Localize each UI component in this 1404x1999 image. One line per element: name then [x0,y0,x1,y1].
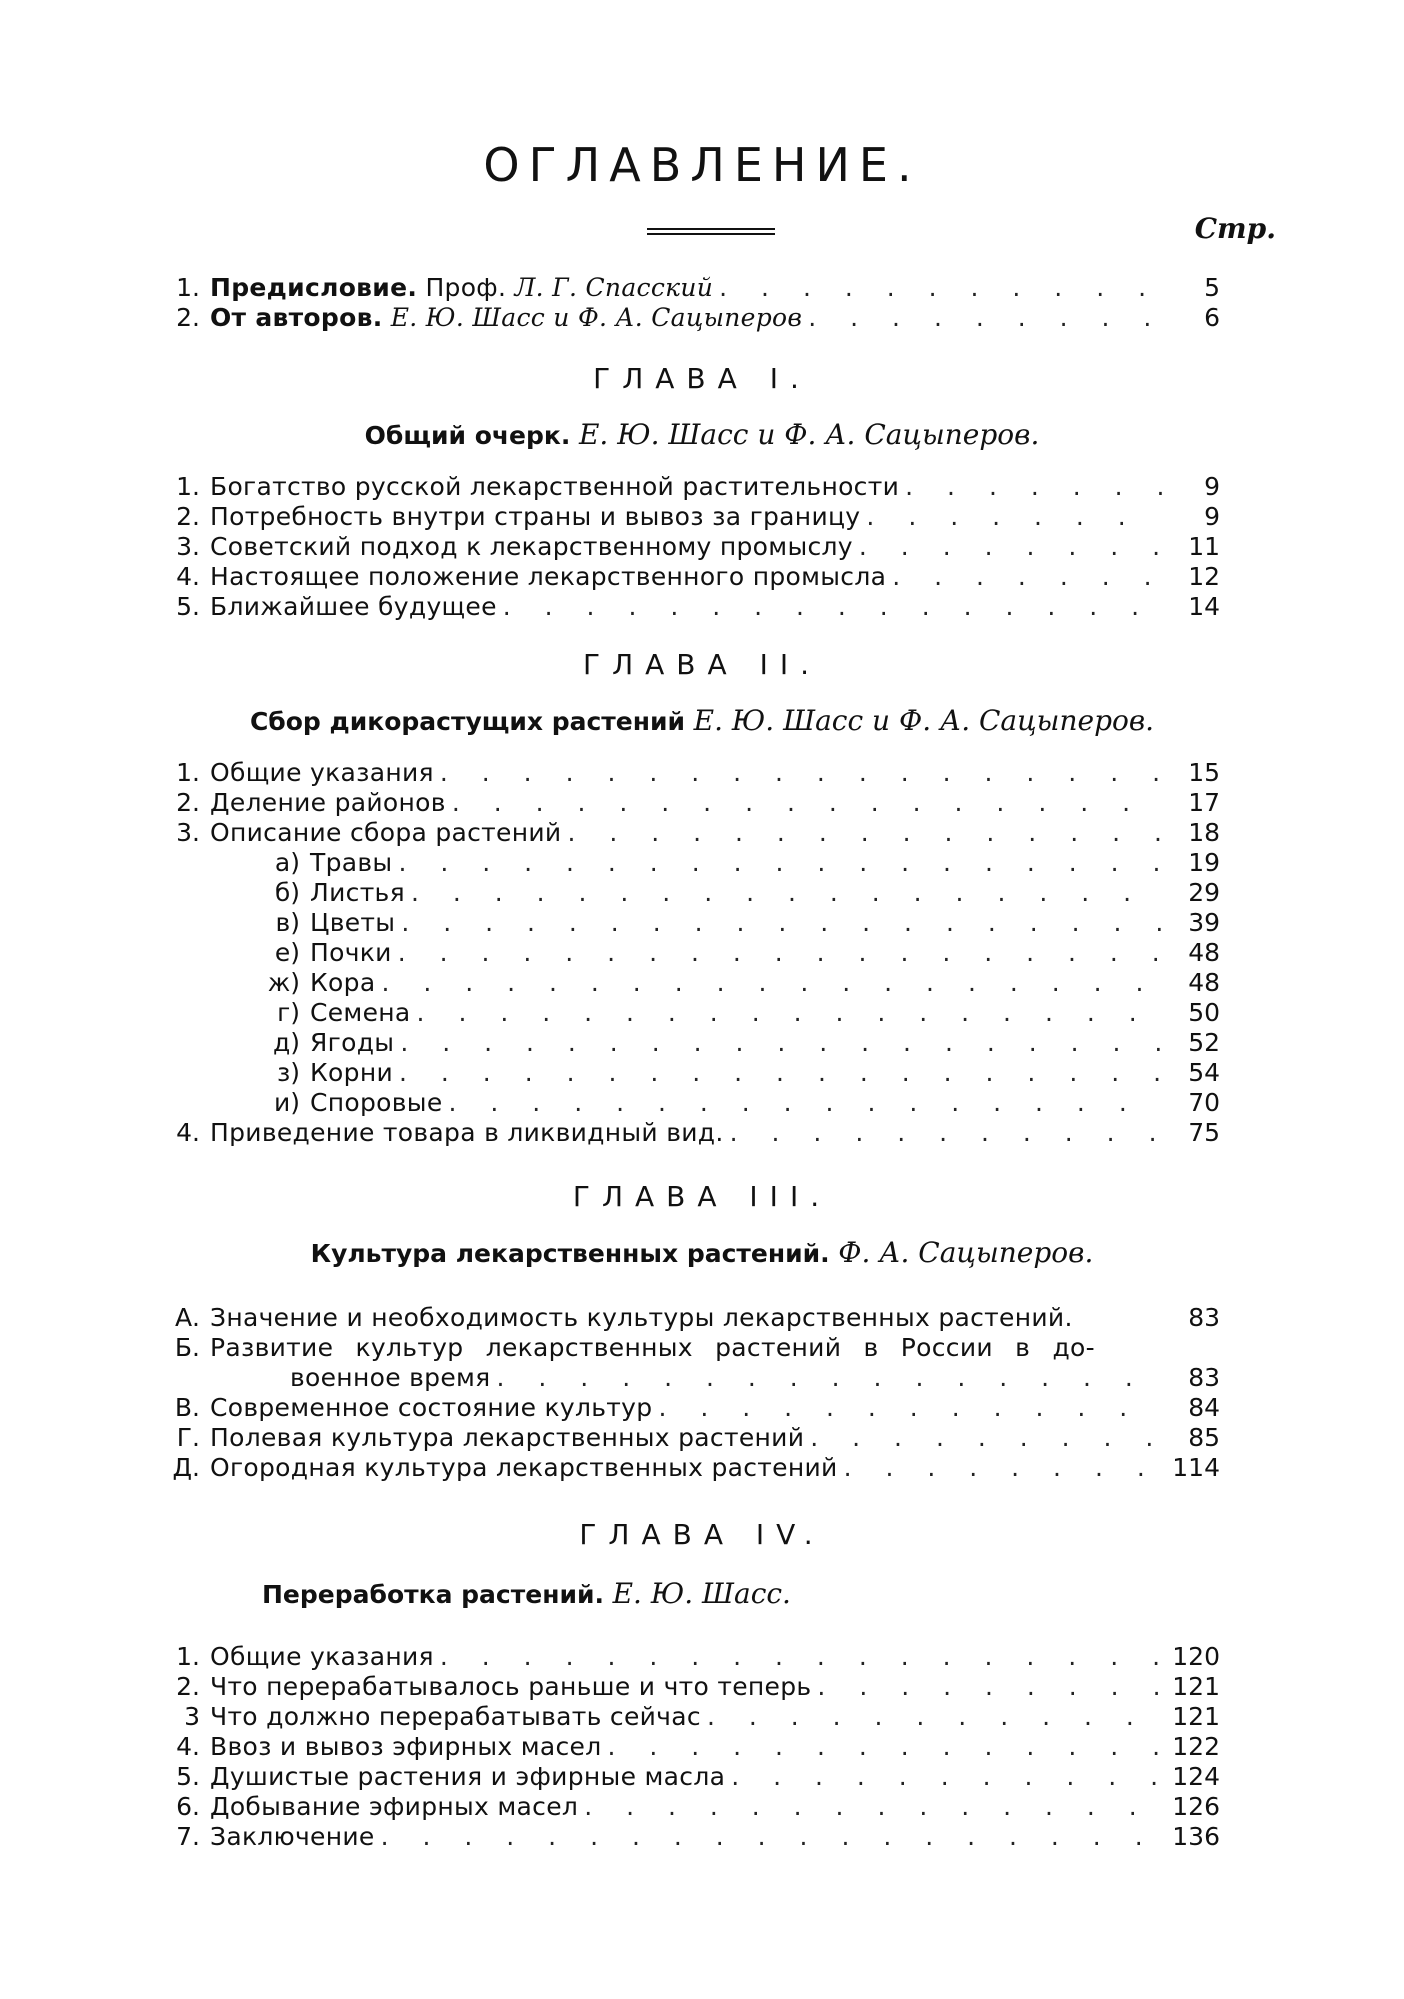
toc-entry[interactable]: Б. Развитие культур лекарственных растений в России в до- [174,1333,1095,1362]
leader-dots [808,303,1162,333]
chapter-3-list [150,1303,1220,1483]
chapter-1-subtitle: Общий очерк. Е. Ю. Шасс и Ф. А. Сацыперов. [364,418,1040,451]
chapter-2-list [150,758,1220,1148]
chapter-4-subtitle: Переработка растений. Е. Ю. Шасс. [262,1577,791,1610]
toc-entry[interactable]: 6. Добывание эфирных масел . . . 126 [150,1792,1220,1822]
toc-entry[interactable]: 5. Ближайшее будущее . . . 14 [150,592,1220,622]
entry-page: 5 [1204,273,1220,302]
toc-entry[interactable]: 2. Что перерабатывалось раньше и что теперь . . . 121 [150,1672,1220,1702]
toc-entry[interactable]: 3 Что должно перерабатывать сейчас . . . 121 [150,1702,1220,1732]
toc-entry[interactable]: 4. Приведение товара в ликвидный вид. . . . 75 [150,1118,1220,1148]
chapter-4-list [150,1642,1220,1852]
toc-subentry[interactable]: и) Споровые . . . 70 [150,1088,1220,1118]
chapter-2-subtitle: Сбор дикорастущих растений Е. Ю. Шасс и Ф. А. Сацыперов. [249,704,1155,737]
toc-subentry[interactable]: г) Семена . . . 50 [150,998,1220,1028]
toc-entry[interactable]: В. Современное состояние культур . . . 84 [150,1393,1220,1423]
chapter-4-heading: ГЛАВА IV. [579,1518,825,1551]
entry-title: От авторов. [210,303,383,332]
toc-subentry[interactable]: д) Ягоды . . . 52 [150,1028,1220,1058]
toc-subentry[interactable]: а) Травы . . . 19 [150,848,1220,878]
toc-entry-continued[interactable]: военное время . . . 83 [150,1363,1220,1393]
toc-entry[interactable]: Д. Огородная культура лекарственных растений . . . 114 [150,1453,1220,1483]
toc-entry[interactable]: 2. Потребность внутри страны и вывоз за границу . . . 9 [150,502,1220,532]
entry-prefix: Проф. [425,273,507,302]
toc-entry[interactable]: 3. Советский подход к лекарственному промыслу . . . 11 [150,532,1220,562]
entry-author: Л. Г. Спасский [514,273,714,302]
entry-number: 2. [176,303,200,332]
toc-subentry[interactable]: з) Корни . . . 54 [150,1058,1220,1088]
title-rule [647,228,775,235]
toc-entry[interactable] [150,273,1220,303]
toc-entry[interactable]: 3. Описание сбора растений . . . 18 [150,818,1220,848]
chapter-3-subtitle: Культура лекарственных растений. Ф. А. Сацыперов. [310,1236,1094,1269]
toc-subentry[interactable]: ж) Кора . . . 48 [150,968,1220,998]
toc-entry[interactable] [150,303,1220,333]
chapter-2-heading: ГЛАВА II. [583,648,821,681]
chapter-1-list [150,472,1220,622]
toc-entry[interactable]: 1. Богатство русской лекарственной растительности . . . 9 [150,472,1220,502]
page-column-label: Стр. [1194,212,1276,245]
toc-entry[interactable]: 1. Общие указания . . . 15 [150,758,1220,788]
toc-entry[interactable]: 1. Общие указания . . . 120 [150,1642,1220,1672]
toc-entry[interactable]: А. Значение и необходимость культуры лекарственных растений. 83 [174,1303,1220,1332]
leader-dots [719,273,1162,303]
entry-page: 6 [1204,303,1220,332]
toc-entry[interactable]: 4. Настоящее положение лекарственного промысла . . . 12 [150,562,1220,592]
toc-entry[interactable]: 2. Деление районов . . . 17 [150,788,1220,818]
entry-number: 1. [176,273,200,302]
toc-entry[interactable]: Г. Полевая культура лекарственных растений . . . 85 [150,1423,1220,1453]
toc-entry[interactable]: 7. Заключение . . . 136 [150,1822,1220,1852]
chapter-3-heading: ГЛАВА III. [572,1180,832,1213]
entry-title: Предисловие. [210,273,418,302]
toc-subentry[interactable]: е) Почки . . . 48 [150,938,1220,968]
entry-author: Е. Ю. Шасс и Ф. А. Сацыперов [390,303,803,332]
toc-subentry[interactable]: б) Листья . . . 29 [150,878,1220,908]
toc-entry[interactable]: 4. Ввоз и вывоз эфирных масел . . . 122 [150,1732,1220,1762]
intro-section [150,273,1220,333]
toc-subentry[interactable]: в) Цветы . . . 39 [150,908,1220,938]
page-title: ОГЛАВЛЕНИЕ. [483,138,921,192]
chapter-1-heading: ГЛАВА I. [593,362,811,395]
toc-entry[interactable]: 5. Душистые растения и эфирные масла . . . 124 [150,1762,1220,1792]
